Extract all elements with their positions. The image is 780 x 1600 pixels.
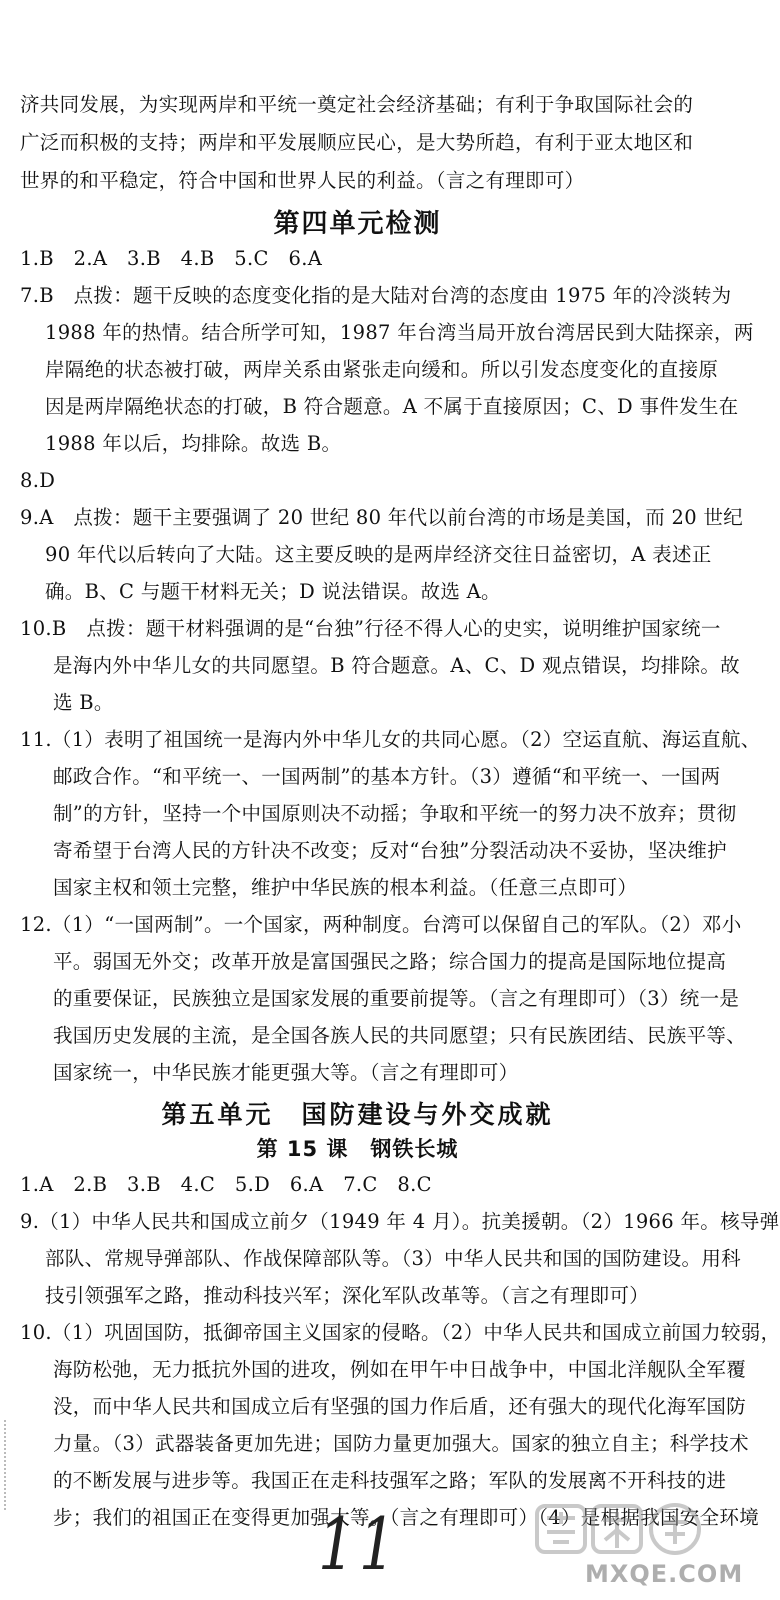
- margin-dots: [4, 1420, 7, 1510]
- answer-line: 7.B 点拨：题干反映的态度变化指的是大陆对台湾的态度由 1975 年的冷淡转为: [20, 284, 732, 307]
- answer-line: 10.B 点拨：题干材料强调的是“台独”行径不得人心的史实，说明维护国家统一: [20, 617, 721, 640]
- answer-line: 国家统一，中华民族才能更强大等。（言之有理即可）: [53, 1061, 519, 1084]
- answer-line: 9.（1）中华人民共和国成立前夕（1949 年 4 月）。抗美援朝。（2）1966 年。核导弹: [20, 1210, 780, 1233]
- answer-line: 因是两岸隔绝状态的打破，B 符合题意。A 不属于直接原因；C、D 事件发生在: [45, 395, 739, 418]
- text-line: 济共同发展，为实现两岸和平统一奠定社会经济基础；有利于争取国际社会的: [20, 93, 694, 116]
- answer-line: 的重要保证，民族独立是国家发展的重要前提等。（言之有理即可）（3）统一是: [53, 987, 740, 1010]
- answer-line: 没，而中华人民共和国成立后有坚强的国力作后盾，还有强大的现代化海军国防: [53, 1395, 747, 1418]
- answer-line: 确。B、C 与题干材料无关；D 说法错误。故选 A。: [45, 580, 501, 603]
- answer-line: 选 B。: [53, 691, 114, 714]
- answer-line: 我国历史发展的主流，是全国各族人民的共同愿望；只有民族团结、民族平等、: [53, 1024, 747, 1047]
- answer-line: 9.A 点拨：题干主要强调了 20 世纪 80 年代以前台湾的市场是美国，而 20 世纪: [20, 506, 744, 529]
- answer-line: 1988 年的热情。结合所学可知，1987 年台湾当局开放台湾居民到大陆探亲，两: [45, 321, 754, 344]
- answer-line: 力量。（3）武器装备更加先进；国防力量更加强大。国家的独立自主；科学技术: [53, 1432, 749, 1455]
- text-line: 世界的和平稳定，符合中国和世界人民的利益。（言之有理即可）: [20, 169, 585, 192]
- answer-line: 8.D: [20, 469, 56, 492]
- answer-line: 海防松弛，无力抵抗外国的进攻，例如在甲午中日战争中，中国北洋舰队全军覆: [53, 1358, 747, 1381]
- answer-line: 是海内外中华儿女的共同愿望。B 符合题意。A、C、D 观点错误，均排除。故: [53, 654, 740, 677]
- answer-line: 1.B 2.A 3.B 4.B 5.C 6.A: [20, 247, 323, 270]
- watermark-text: MXQE.COM: [585, 1560, 744, 1588]
- unit4-title: 第四单元检测: [273, 209, 442, 239]
- answer-line: 岸隔绝的状态被打破，两岸关系由紧张走向缓和。所以引发态度变化的直接原: [45, 358, 719, 381]
- answer-line: 部队、常规导弹部队、作战保障部队等。（3）中华人民共和国的国防建设。用科: [45, 1247, 741, 1270]
- answer-line: 90 年代以后转向了大陆。这主要反映的是两岸经济交往日益密切，A 表述正: [45, 543, 712, 566]
- answer-line: 邮政合作。“和平统一、一国两制”的基本方针。（3）遵循“和平统一、一国两: [53, 765, 721, 788]
- watermark-logo-icon: [535, 1500, 705, 1560]
- answer-line: 制”的方针，坚持一个中国原则决不动摇；争取和平统一的努力决不放弃；贯彻: [53, 802, 737, 825]
- answer-line: 的不断发展与进步等。我国正在走科技强军之路；军队的发展离不开科技的进: [53, 1469, 727, 1492]
- answer-line: 1.A 2.B 3.B 4.C 5.D 6.A 7.C 8.C: [20, 1173, 432, 1196]
- answer-line: 平。弱国无外交；改革开放是富国强民之路；综合国力的提高是国际地位提高: [53, 950, 727, 973]
- unit5-title: 第五单元 国防建设与外交成就: [161, 1100, 554, 1129]
- answer-line: 10.（1）巩固国防，抵御帝国主义国家的侵略。（2）中华人民共和国成立前国力较弱，: [20, 1321, 780, 1344]
- answer-line: 11.（1）表明了祖国统一是海内外中华儿女的共同心愿。（2）空运直航、海运直航、: [20, 728, 761, 751]
- answer-line: 1988 年以后，均排除。故选 B。: [45, 432, 342, 455]
- answer-line: 寄希望于台湾人民的方针决不改变；反对“台独”分裂活动决不妥协，坚决维护: [53, 839, 727, 862]
- answer-line: 技引领强军之路，推动科技兴军；深化军队改革等。（言之有理即可）: [45, 1284, 650, 1307]
- text-line: 广泛而积极的支持；两岸和平发展顺应民心，是大势所趋，有利于亚太地区和: [20, 131, 694, 154]
- answer-line: 12.（1）“一国两制”。一个国家，两种制度。台湾可以保留自己的军队。（2）邓小: [20, 913, 742, 936]
- page-number: 11: [318, 1501, 400, 1587]
- answer-line: 步；我们的祖国正在变得更加强大等。（言之有理即可）（4）是根据我国安全环境: [53, 1506, 760, 1529]
- answer-line: 国家主权和领土完整，维护中华民族的根本利益。（任意三点即可）: [53, 876, 638, 899]
- lesson-title: 第 15 课 钢铁长城: [256, 1137, 459, 1161]
